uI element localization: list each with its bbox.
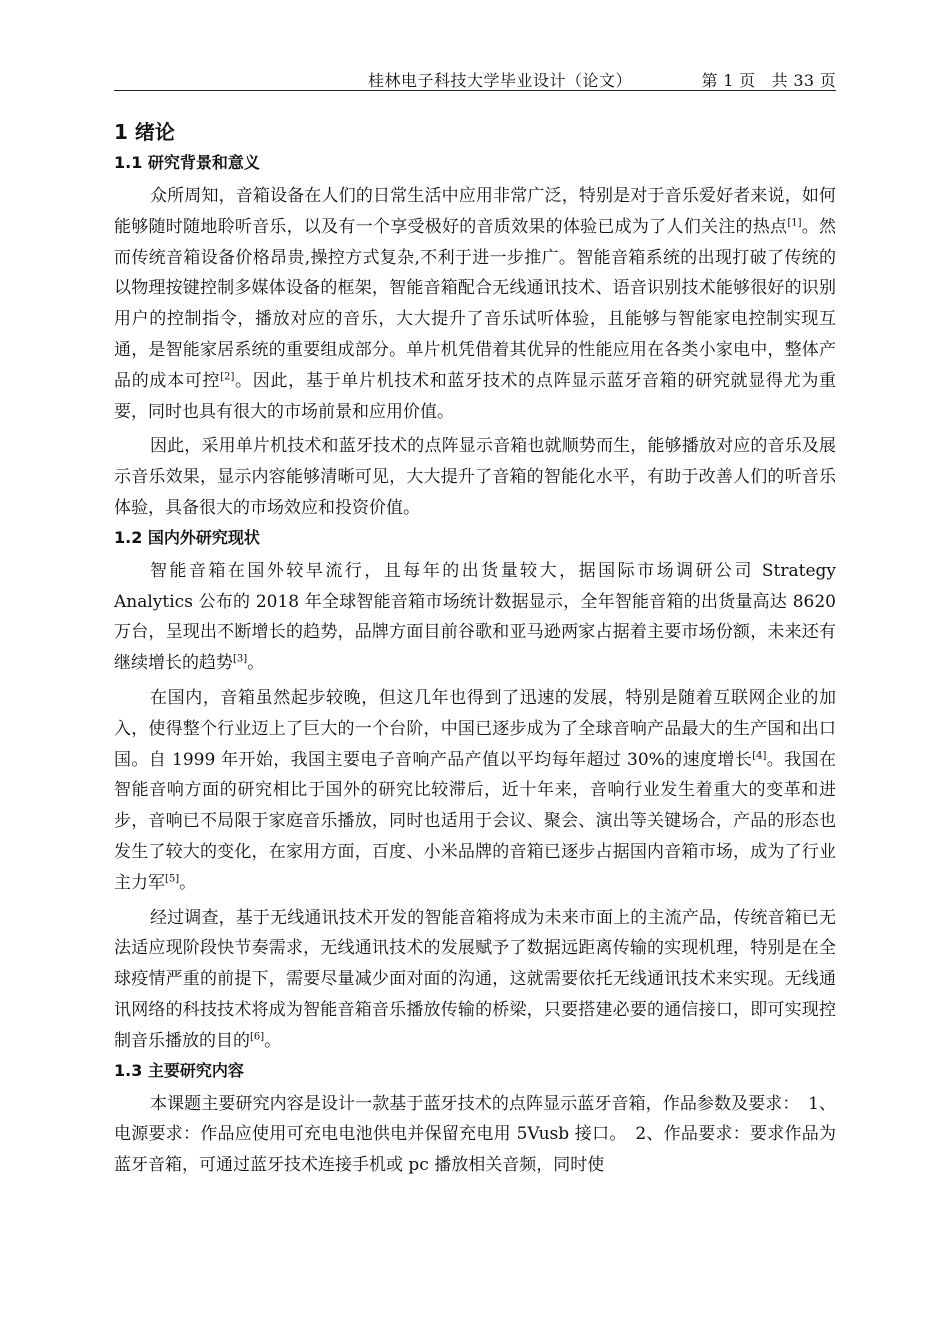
section-title-1-1: 1.1 研究背景和意义 xyxy=(114,153,260,172)
page-header xyxy=(114,66,836,91)
paragraph: 众所周知，音箱设备在人们的日常生活中应用非常广泛，特别是对于音乐爱好者来说，如何能够随时随地聆听音乐，以及有一个享受极好的音质效果的体验已成为了人们关注的热点[1]。然而传统音箱设备价格昂贵,操控方式复杂,不利于进一步推广。智能音箱系统的出现打破了传统的以物理按键控制多媒体设备的框架，智能音箱配合无线通讯技术、语音识别技术能够很好的识别用户的控制指令，播放对应的音乐，大大提升了音乐试听体验，且能够与智能家电控制实现互通，是智能家居系统的重要组成部分。单片机凭借着其优异的性能应用在各类小家电中，整体产品的成本可控[2]。因此，基于单片机技术和蓝牙技术的点阵显示蓝牙音箱的研究就显得尤为重要，同时也具有很大的市场前景和应用价值。 xyxy=(114,186,837,422)
paragraph: 在国内，音箱虽然起步较晚，但这几年也得到了迅速的发展，特别是随着互联网企业的加入，使得整个行业迈上了巨大的一个台阶，中国已逐步成为了全球音响产品最大的生产国和出口国。自 1999 年开始，我国主要电子音响产品产值以平均每年超过 30%的速度增长[4]。我国在智能音响方面的研究相比于国外的研究比较滞后，近十年来，音响行业发生着重大的变革和进步，音响已不局限于家庭音乐播放，同时也适用于会议、聚会、演出等关键场合，产品的形态也发生了较大的变化，在家用方面，百度、小米品牌的音箱已逐步占据国内音箱市场，成为了行业主力军[5]。 xyxy=(114,687,837,893)
citation-ref: [2] xyxy=(220,371,235,383)
section-title-1-3: 1.3 主要研究内容 xyxy=(114,1060,244,1080)
header-page-info: 第 1 页 共 33 页 xyxy=(701,71,836,90)
chapter-title: 1 绪论 xyxy=(114,120,175,144)
citation-ref: [6] xyxy=(250,1031,265,1043)
citation-ref: [3] xyxy=(233,653,248,665)
paragraph: 智能音箱在国外较早流行，且每年的出货量较大，据国际市场调研公司 Strategy Analytics 公布的 2018 年全球智能音箱市场统计数据显示，全年智能音箱的出货量高达 8620 万台，呈现出不断增长的趋势，品牌方面目前谷歌和亚马逊两家占据着主要市场份额，未来还有继续增长的趋势[3]。 xyxy=(114,560,836,674)
header-school-title: 桂林电子科技大学毕业设计（论文） xyxy=(368,71,633,90)
section-title-1-2: 1.2 国内外研究现状 xyxy=(114,527,260,547)
paragraph: 经过调查，基于无线通讯技术开发的智能音箱将成为未来市面上的主流产品，传统音箱已无法适应现阶段快节奏需求，无线通讯技术的发展赋予了数据远距离传输的实现机理，特别是在全球疫情严重的前提下，需要尽量减少面对面的沟通，这就需要依托无线通讯技术来实现。无线通讯网络的科技技术将成为智能音箱音乐播放传输的桥梁，只要搭建必要的通信接口，即可实现控制音乐播放的目的[6]。 xyxy=(114,907,836,1051)
paragraph: 本课题主要研究内容是设计一款基于蓝牙技术的点阵显示蓝牙音箱，作品参数及要求： 1、电源要求：作品应使用可充电电池供电并保留充电用 5Vusb 接口。 2、作品要求：要求作品为蓝牙音箱，可通过蓝牙技术连接手机或 pc 播放相关音频，同时使 xyxy=(114,1093,836,1176)
citation-ref: [4] xyxy=(752,749,767,761)
citation-ref: [1] xyxy=(787,217,802,229)
paragraph: 因此，采用单片机技术和蓝牙技术的点阵显示音箱也就顺势而生，能够播放对应的音乐及展示音乐效果，显示内容能够清晰可见，大大提升了音箱的智能化水平，有助于改善人们的听音乐体验，具备很大的市场效应和投资价值。 xyxy=(114,436,836,518)
page-body xyxy=(114,115,836,1181)
citation-ref: [5] xyxy=(165,873,180,885)
